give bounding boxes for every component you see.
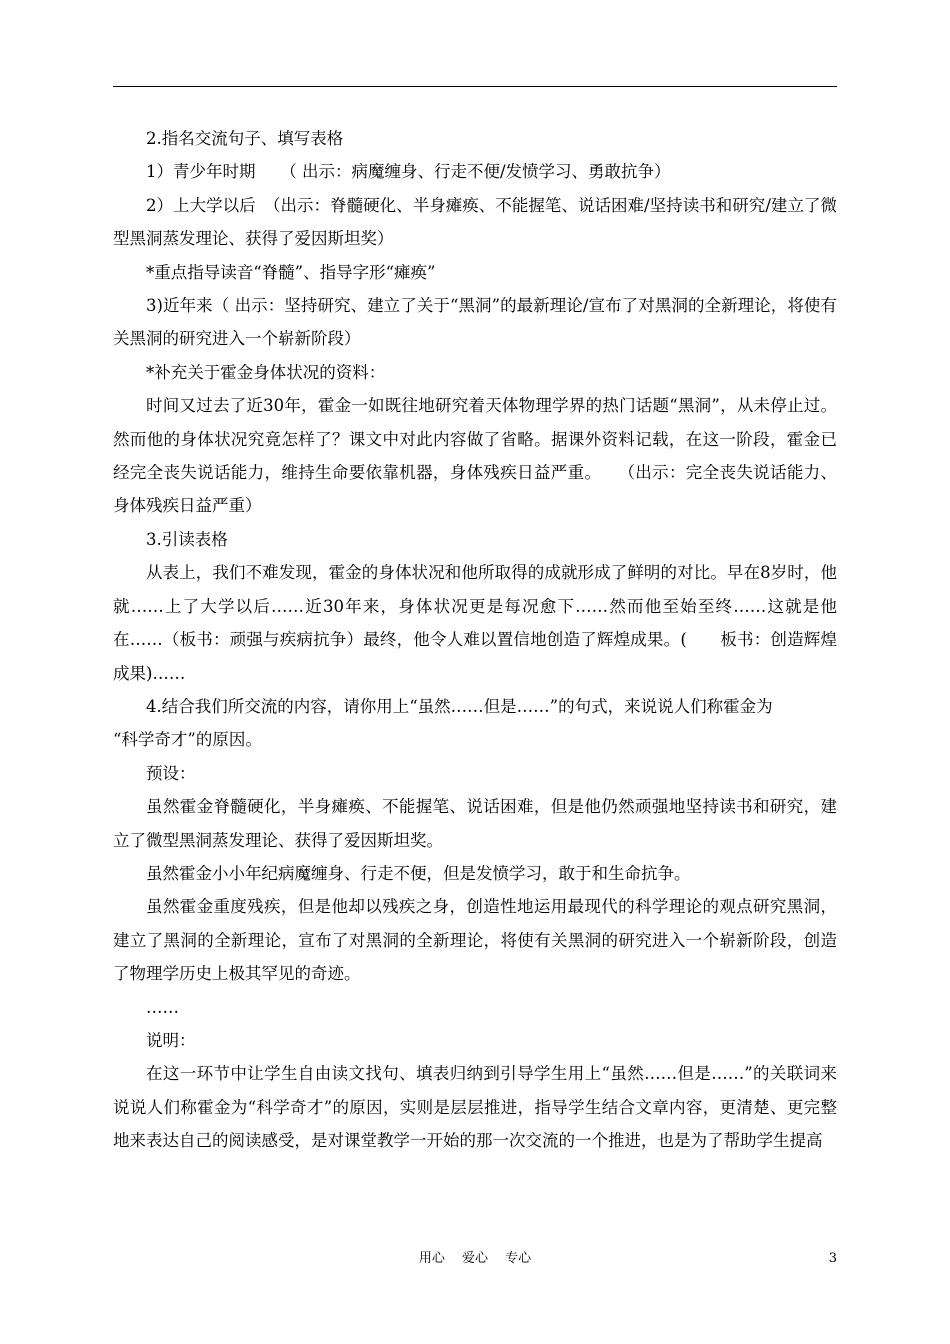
paragraph: “科学奇才”的原因。	[113, 730, 262, 750]
page-footer	[0, 1249, 950, 1269]
header-rule	[113, 86, 837, 87]
footer-motto: 用心 爱心 专心	[418, 1251, 532, 1266]
paragraph: 3)近年来（ 出示：坚持研究、建立了关于“黑洞”的最新理论/宣布了对黑洞的全新理论，将使有关黑洞的研究进入一个崭新阶段）	[113, 296, 837, 349]
page-number: 3	[828, 1251, 837, 1266]
paragraph: 虽然霍金重度残疾，但是他却以残疾之身，创造性地运用最现代的科学理论的观点研究黑洞，建立了黑洞的全新理论，宣布了对黑洞的全新理论，将使有关黑洞的研究进入一个崭新阶段，创造了物理学历史上极其罕见的奇迹。	[113, 897, 837, 984]
paragraph: 时间又过去了近30年，霍金一如既往地研究着天体物理学界的热门话题“黑洞”，从未停止过。然而他的身体状况究竟怎样了？课文中对此内容做了省略。据课外资料记载，在这一阶段，霍金已经完全丧失说话能力，维持生命要依靠机器，身体残疾日益严重。 （出示：完全丧失说话能力、身体残疾日益严重）	[113, 396, 837, 516]
paragraph: ……	[146, 997, 179, 1017]
paragraph: *重点指导读音“脊髓”、指导字形“瘫痪”	[146, 262, 436, 282]
paragraph: 1）青少年时期 （ 出示：病魔缠身、行走不便/发愤学习、勇敢抗争）	[146, 162, 671, 182]
paragraph: 预设：	[146, 763, 196, 783]
paragraph: 4.结合我们所交流的内容，请你用上“虽然……但是……”的句式，来说说人们称霍金为	[146, 696, 773, 716]
paragraph: *补充关于霍金身体状况的资料：	[146, 362, 386, 382]
paragraph: 说明：	[146, 1030, 196, 1050]
paragraph: 2.指名交流句子、填写表格	[146, 129, 344, 148]
paragraph: 在这一环节中让学生自由读文找句、填表归纳到引导学生用上“虽然……但是……”的关联词来说说人们称霍金为“科学奇才”的原因，实则是层层推进，指导学生结合文章内容，更清楚、更完整地来表达自己的阅读感受，是对课堂教学一开始的那一次交流的一个推进，也是为了帮助学生提高	[113, 1064, 837, 1151]
paragraph: 从表上，我们不难发现，霍金的身体状况和他所取得的成就形成了鲜明的对比。早在8岁时，他就……上了大学以后……近30年来，身体状况更是每况愈下……然而他至始至终……这就是他在……（板书：顽强与疾病抗争）最终，他令人难以置信地创造了辉煌成果。( 板书：创造辉煌成果)……	[113, 563, 837, 683]
paragraph: 虽然霍金小小年纪病魔缠身、行走不便，但是发愤学习，敢于和生命抗争。	[146, 863, 691, 883]
document-body	[113, 122, 837, 1158]
paragraph: 3.引读表格	[146, 529, 228, 549]
paragraph: 2）上大学以后 （出示：脊髓硬化、半身瘫痪、不能握笔、说话困难/坚持读书和研究/建立了微型黑洞蒸发理论、获得了爱因斯坦奖）	[113, 195, 837, 249]
paragraph: 虽然霍金脊髓硬化，半身瘫痪、不能握笔、说话困难，但是他仍然顽强地坚持读书和研究，建立了微型黑洞蒸发理论、获得了爱因斯坦奖。	[113, 797, 837, 850]
